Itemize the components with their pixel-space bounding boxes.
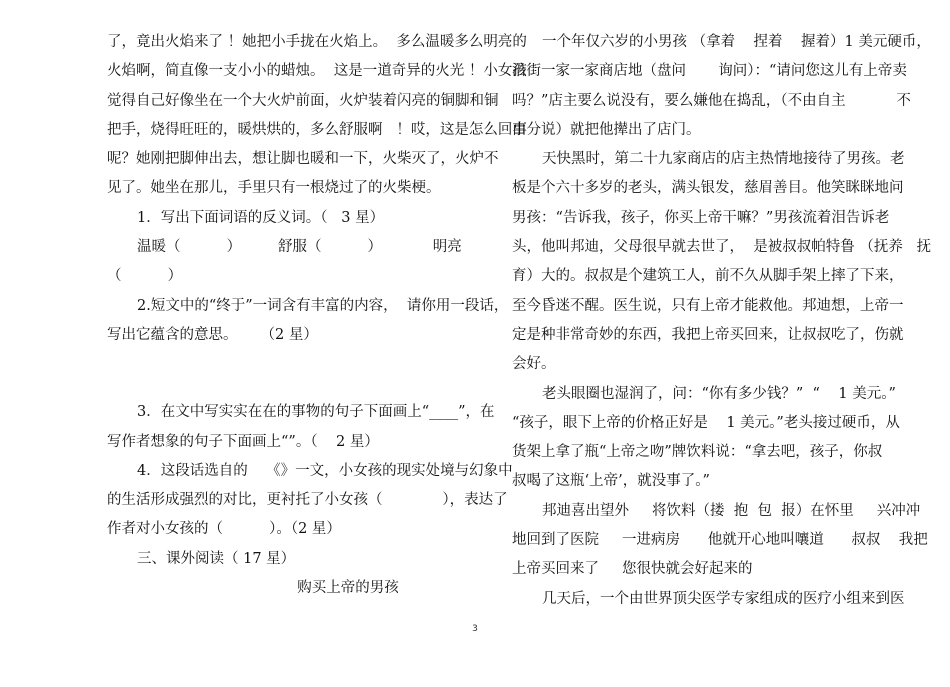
question-1: 1．写出下面词语的反义词。（ 3 星）: [137, 209, 385, 226]
story-line: 货架上拿了瓶“上帝之吻”牌饮料说：“拿去吧，孩子，你叔: [512, 444, 883, 461]
page-number: 3: [472, 624, 478, 634]
question-2: 2.短文中的“终于”一词含有丰富的内容， 请你用一段话，: [137, 297, 509, 314]
passage-line: 呢？她刚把脚伸出去，想让脚也暖和一下，火柴灭了，火炉不: [107, 151, 499, 168]
question-1-last-blank: （ ）: [107, 268, 183, 285]
story-line: 育）大的。叔叔是个建筑工人，前不久从脚手架上摔了下来，: [512, 268, 904, 285]
section-heading: 三、课外阅读（ 17 星）: [137, 550, 296, 567]
question-3: 3．在文中写实实在在的事物的句子下面画上“____”，在: [137, 404, 495, 421]
story-line: 地回到了医院 一进病房 他就开心地叫嚷道 叔叔 我把: [512, 532, 928, 549]
question-3-cont: 写作者想象的句子下面画上“”。（ 2 星）: [107, 433, 379, 450]
story-line: 吗？”店主要么说没有，要么嫌他在捣乱，（不由自主 不: [512, 92, 911, 109]
story-line: 定是种非常奇妙的东西，我把上帝买回来，让叔叔吃了，伤就: [512, 326, 904, 343]
story-title: 购买上帝的男孩: [297, 580, 399, 597]
story-line: 头，他叫邦迪，父母很早就去世了， 是被叔叔帕特鲁 （抚养 抚: [512, 239, 932, 256]
story-line: 叔喝了这瓶‘上帝’，就没事了。”: [512, 473, 710, 490]
story-line: 老头眼圈也湿润了，问：“你有多少钱？” “ 1 美元。”: [542, 385, 896, 402]
question-4-cont: 作者对小女孩的（ ）。（2 星）: [107, 521, 341, 538]
story-line: 至今昏迷不醒。医生说，只有上帝才能救他。邦迪想，上帝一: [512, 297, 904, 314]
story-line: 上帝买回来了 您很快就会好起来的: [512, 561, 753, 578]
story-line: “孩子，眼下上帝的价格正好是 1 美元。”老头接过硬币，从: [512, 414, 900, 431]
question-1-words: 温暖（ ） 舒服（ ） 明亮: [137, 239, 462, 256]
story-line: 板是个六十多岁的老头，满头银发，慈眉善目。他笑眯眯地问: [512, 180, 904, 197]
story-line: 几天后，一个由世界顶尖医学专家组成的医疗小组来到医: [542, 590, 905, 607]
answer-space: [107, 350, 499, 398]
story-line: 沿街一家一家商店地（盘问 询问）：“请问您这儿有上帝卖: [512, 63, 907, 80]
passage-line: 了，竟出火焰来了 ！她把小手拢在火焰上。 多么温暖多么明亮的: [107, 34, 527, 50]
left-column: [107, 28, 527, 603]
passage-line: 火焰啊，简直像一支小小的蜡烛。 这是一道奇异的火光 ！小女孩: [107, 63, 527, 80]
passage-line: 把手，烧得旺旺的，暖烘烘的，多么舒服啊 ！哎，这是怎么回事: [107, 121, 527, 138]
passage-line: 觉得自己好像坐在一个大火炉前面，火炉装着闪亮的铜脚和铜: [107, 92, 499, 109]
story-line: 邦迪喜出望外 将饮料（搂 抱 包 报）在怀里 兴冲冲: [542, 502, 921, 519]
story-line: 由分说）就把他撵出了店门。: [512, 121, 701, 138]
story-line: 男孩：“告诉我，孩子，你买上帝干嘛？”男孩流着泪告诉老: [512, 209, 890, 226]
story-line: 会好。: [512, 356, 556, 373]
passage-line: 见了。她坐在那儿，手里只有一根烧过了的火柴梗。: [107, 180, 441, 197]
right-column: [512, 28, 932, 614]
story-line: 天快黑时，第二十九家商店的店主热情地接待了男孩。老: [542, 151, 905, 168]
question-4: 4．这段话选自的 《》一文，小女孩的现实处境与幻象中: [137, 462, 513, 479]
question-4-cont: 的生活形成强烈的对比，更衬托了小女孩（ ），表达了: [107, 492, 508, 509]
story-line: 一个年仅六岁的小男孩 （拿着 捏着 握着）1 美元硬币，: [542, 34, 931, 50]
question-2-cont: 写出它蕴含的意思。 （2 星）: [107, 326, 318, 343]
